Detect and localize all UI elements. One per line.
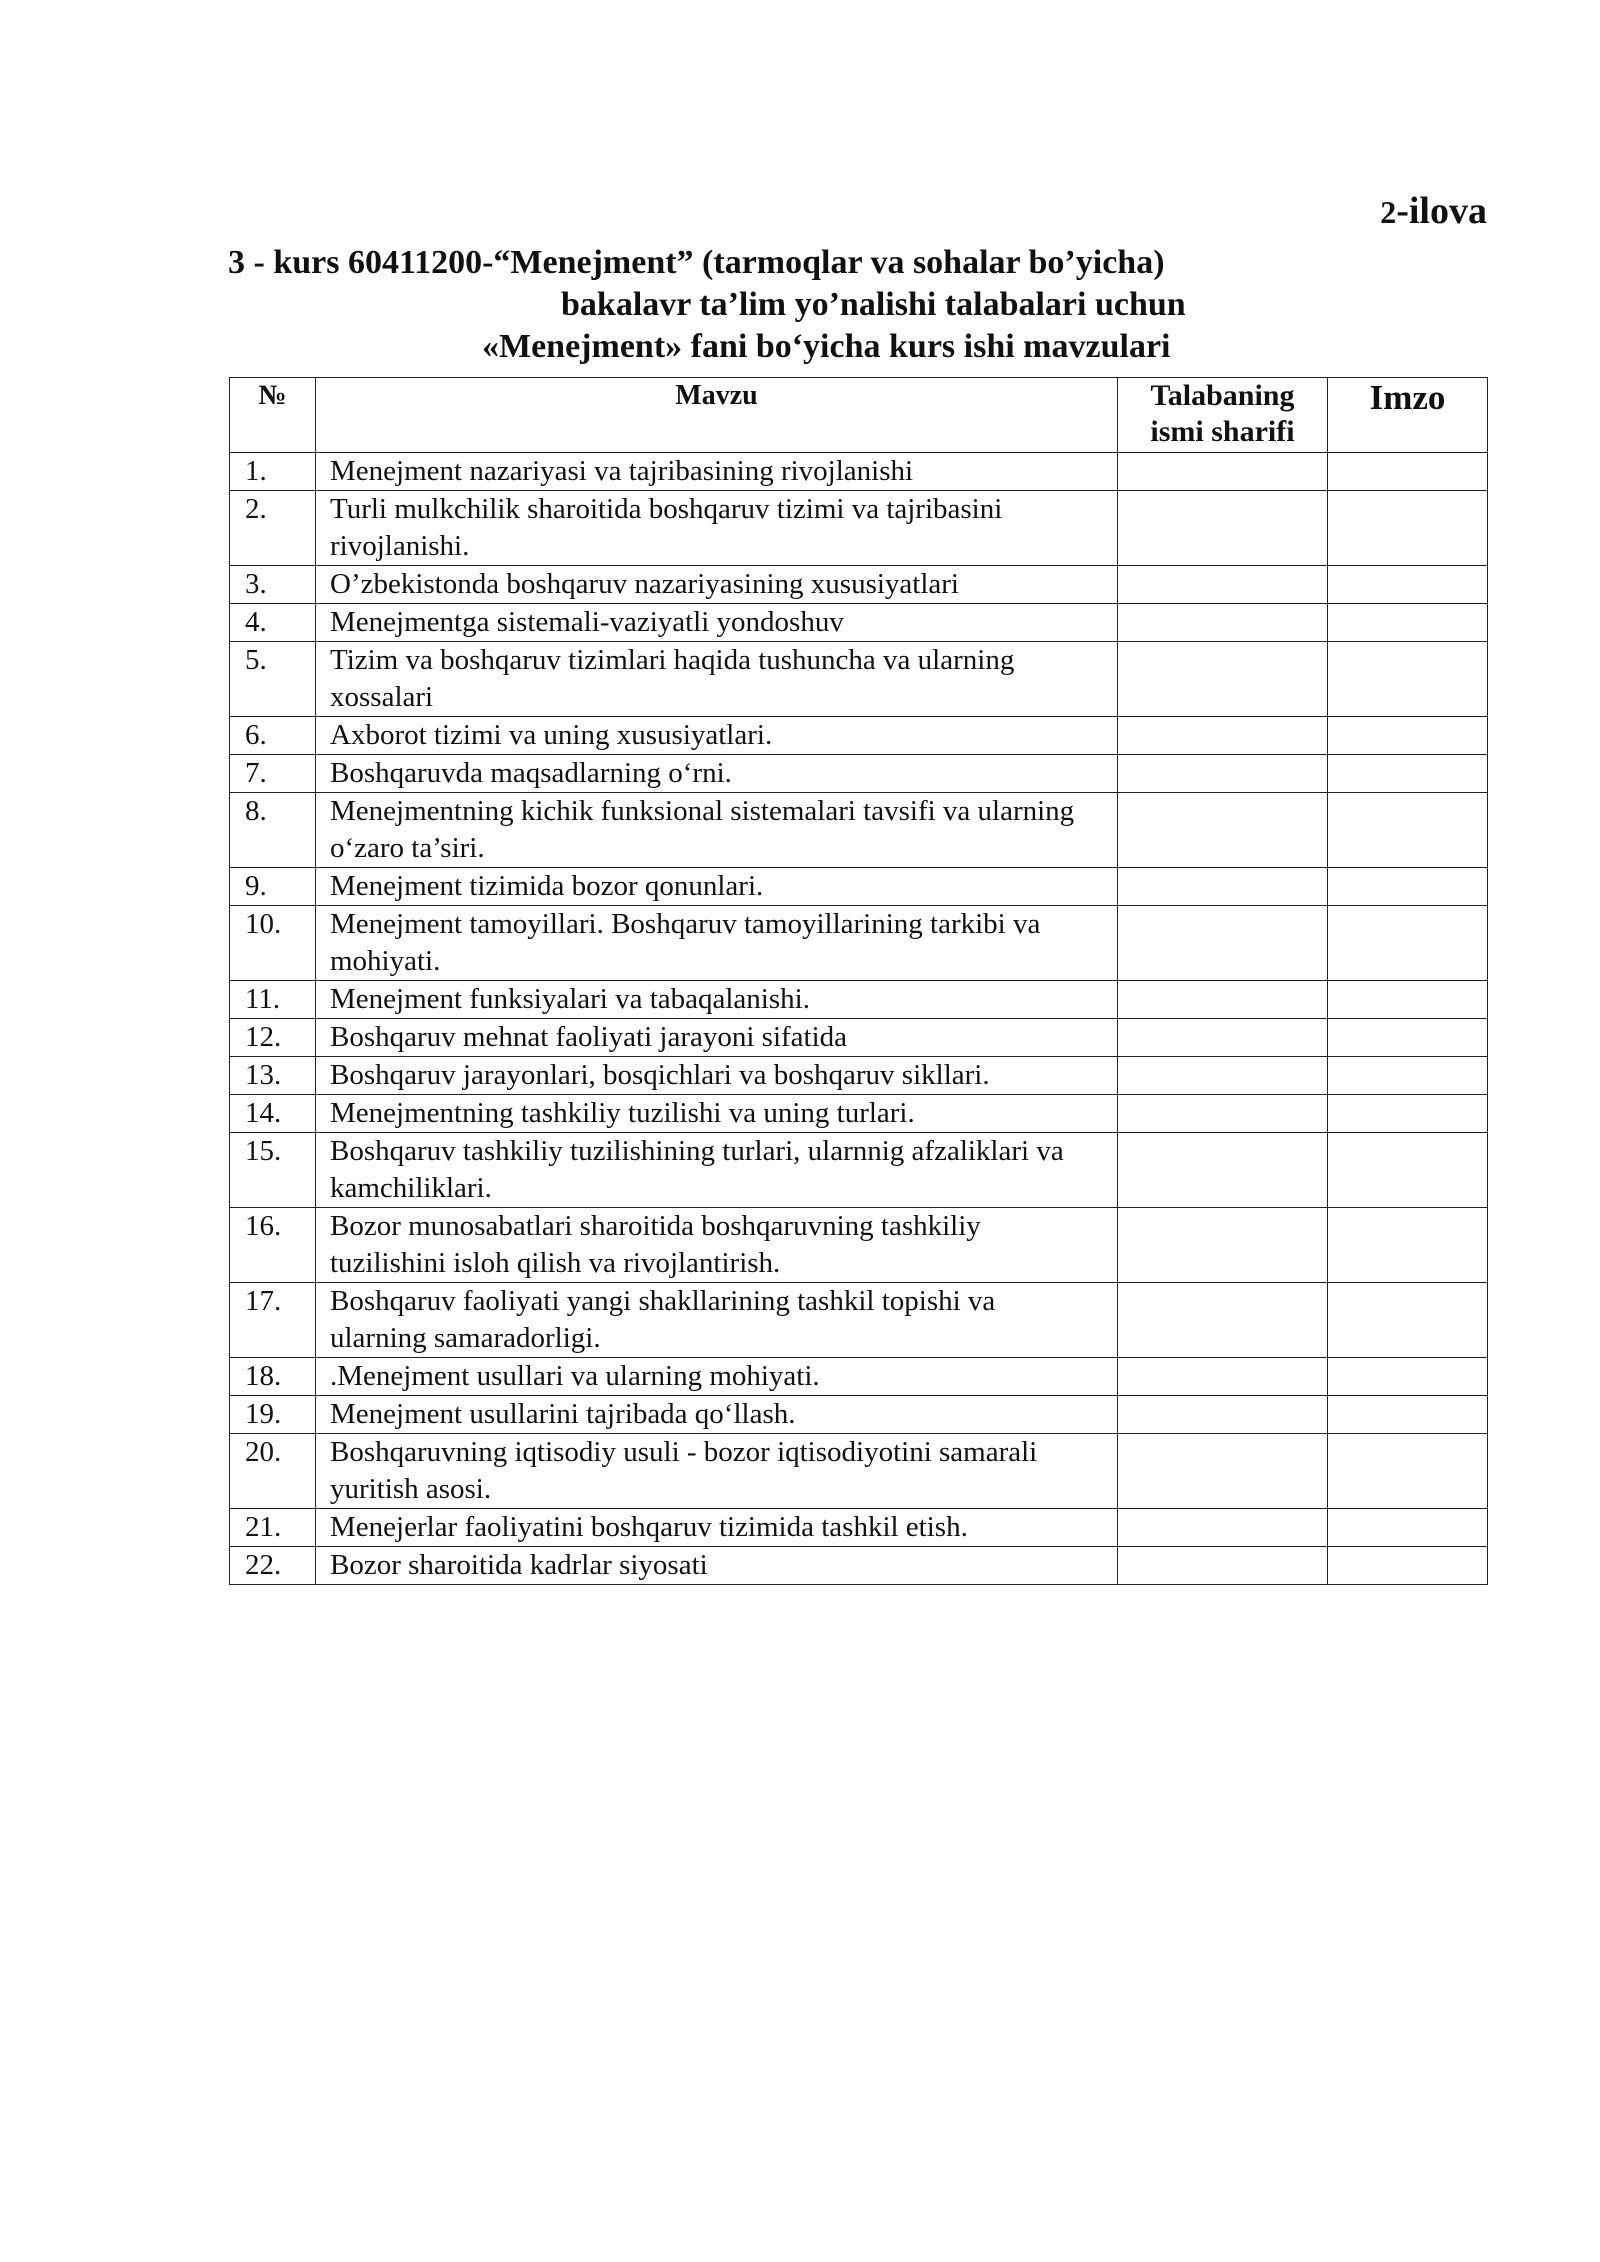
row-topic: Menejerlar faoliyatini boshqaruv tizimida tashkil etish.	[316, 1509, 1118, 1547]
document-heading	[228, 242, 1258, 368]
table-row	[230, 1509, 1488, 1547]
row-signature-cell	[1328, 642, 1488, 717]
row-student-name-cell	[1118, 1509, 1328, 1547]
row-topic: Bozor sharoitida kadrlar siyosati	[316, 1547, 1118, 1585]
row-topic: Boshqaruv tashkiliy tuzilishining turlari, ularnnig afzaliklari va kamchiliklari.	[316, 1133, 1118, 1208]
row-topic: Menejment tamoyillari. Boshqaruv tamoyillarining tarkibi va mohiyati.	[316, 906, 1118, 981]
row-student-name-cell	[1118, 981, 1328, 1019]
row-number: 15.	[230, 1133, 316, 1208]
row-number: 5.	[230, 642, 316, 717]
row-signature-cell	[1328, 566, 1488, 604]
table-row	[230, 1283, 1488, 1358]
table-row	[230, 642, 1488, 717]
row-student-name-cell	[1118, 1547, 1328, 1585]
row-topic: Menejment nazariyasi va tajribasining rivojlanishi	[316, 453, 1118, 491]
row-student-name-cell	[1118, 1396, 1328, 1434]
row-topic: O’zbekistonda boshqaruv nazariyasining xususiyatlari	[316, 566, 1118, 604]
table-row	[230, 868, 1488, 906]
row-signature-cell	[1328, 1509, 1488, 1547]
row-signature-cell	[1328, 906, 1488, 981]
row-number: 2.	[230, 491, 316, 566]
row-signature-cell	[1328, 755, 1488, 793]
table-header-row	[230, 378, 1488, 453]
row-number: 11.	[230, 981, 316, 1019]
row-signature-cell	[1328, 717, 1488, 755]
table-row	[230, 566, 1488, 604]
heading-line-2: bakalavr ta’lim yo’nalishi talabalari uchun	[561, 286, 1186, 323]
row-topic: Menejmentning tashkiliy tuzilishi va uning turlari.	[316, 1095, 1118, 1133]
heading-line-3: «Menejment» fani bo‘yicha kurs ishi mavzulari	[482, 328, 1171, 365]
row-student-name-cell	[1118, 1358, 1328, 1396]
row-student-name-cell	[1118, 1208, 1328, 1283]
row-student-name-cell	[1118, 1095, 1328, 1133]
row-topic: Boshqaruv mehnat faoliyati jarayoni sifatida	[316, 1019, 1118, 1057]
header-topic: Mavzu	[316, 378, 1118, 453]
row-number: 14.	[230, 1095, 316, 1133]
table-row	[230, 1019, 1488, 1057]
row-student-name-cell	[1118, 604, 1328, 642]
row-signature-cell	[1328, 1019, 1488, 1057]
row-topic: Menejment usullarini tajribada qo‘llash.	[316, 1396, 1118, 1434]
row-student-name-cell	[1118, 906, 1328, 981]
row-number: 17.	[230, 1283, 316, 1358]
row-number: 8.	[230, 793, 316, 868]
row-number: 10.	[230, 906, 316, 981]
row-signature-cell	[1328, 793, 1488, 868]
row-student-name-cell	[1118, 1283, 1328, 1358]
table-row	[230, 1547, 1488, 1585]
row-topic: Boshqaruv faoliyati yangi shakllarining tashkil topishi va ularning samaradorligi.	[316, 1283, 1118, 1358]
table-row	[230, 1396, 1488, 1434]
annex-suffix: -ilova	[1396, 190, 1487, 232]
row-student-name-cell	[1118, 1057, 1328, 1095]
row-topic: .Menejment usullari va ularning mohiyati.	[316, 1358, 1118, 1396]
row-signature-cell	[1328, 1057, 1488, 1095]
header-signature: Imzo	[1328, 378, 1488, 453]
row-number: 4.	[230, 604, 316, 642]
row-student-name-cell	[1118, 566, 1328, 604]
row-signature-cell	[1328, 1283, 1488, 1358]
header-student-name: Talabaning ismi sharifi	[1118, 378, 1328, 453]
table-body	[230, 453, 1488, 1585]
row-number: 22.	[230, 1547, 316, 1585]
row-topic: Menejmentga sistemali-vaziyatli yondoshuv	[316, 604, 1118, 642]
row-signature-cell	[1328, 981, 1488, 1019]
row-signature-cell	[1328, 604, 1488, 642]
row-student-name-cell	[1118, 1019, 1328, 1057]
row-number: 1.	[230, 453, 316, 491]
row-student-name-cell	[1118, 717, 1328, 755]
table-row	[230, 981, 1488, 1019]
row-number: 20.	[230, 1434, 316, 1509]
row-student-name-cell	[1118, 868, 1328, 906]
row-topic: Axborot tizimi va uning xususiyatlari.	[316, 717, 1118, 755]
row-number: 18.	[230, 1358, 316, 1396]
table-row	[230, 1434, 1488, 1509]
table-row	[230, 1208, 1488, 1283]
row-number: 6.	[230, 717, 316, 755]
table-row	[230, 793, 1488, 868]
row-signature-cell	[1328, 1095, 1488, 1133]
row-student-name-cell	[1118, 491, 1328, 566]
row-signature-cell	[1328, 453, 1488, 491]
row-topic: Boshqaruvning iqtisodiy usuli - bozor iqtisodiyotini samarali yuritish asosi.	[316, 1434, 1118, 1509]
row-topic: Tizim va boshqaruv tizimlari haqida tushuncha va ularning xossalari	[316, 642, 1118, 717]
row-topic: Boshqaruv jarayonlari, bosqichlari va boshqaruv sikllari.	[316, 1057, 1118, 1095]
row-student-name-cell	[1118, 1434, 1328, 1509]
row-signature-cell	[1328, 1358, 1488, 1396]
annex-label	[1380, 192, 1487, 230]
table-row	[230, 1057, 1488, 1095]
table-row	[230, 453, 1488, 491]
row-number: 3.	[230, 566, 316, 604]
row-number: 9.	[230, 868, 316, 906]
table-row	[230, 491, 1488, 566]
row-number: 12.	[230, 1019, 316, 1057]
annex-number: 2	[1380, 194, 1397, 230]
row-number: 19.	[230, 1396, 316, 1434]
row-topic: Menejment tizimida bozor qonunlari.	[316, 868, 1118, 906]
header-number: №	[230, 378, 316, 453]
row-number: 13.	[230, 1057, 316, 1095]
row-student-name-cell	[1118, 453, 1328, 491]
row-topic: Menejmentning kichik funksional sistemalari tavsifi va ularning o‘zaro ta’siri.	[316, 793, 1118, 868]
row-topic: Bozor munosabatlari sharoitida boshqaruvning tashkiliy tuzilishini isloh qilish va rivojlantirish.	[316, 1208, 1118, 1283]
table-row	[230, 1358, 1488, 1396]
course-topics-table	[229, 377, 1488, 1585]
table-row	[230, 1133, 1488, 1208]
row-topic: Turli mulkchilik sharoitida boshqaruv tizimi va tajribasini rivojlanishi.	[316, 491, 1118, 566]
row-signature-cell	[1328, 1434, 1488, 1509]
row-topic: Menejment funksiyalari va tabaqalanishi.	[316, 981, 1118, 1019]
table-row	[230, 604, 1488, 642]
row-signature-cell	[1328, 491, 1488, 566]
row-number: 16.	[230, 1208, 316, 1283]
heading-line-1: 3 - kurs 60411200-“Menejment” (tarmoqlar va sohalar bo’yicha)	[228, 244, 1165, 281]
row-student-name-cell	[1118, 642, 1328, 717]
table-row	[230, 755, 1488, 793]
row-student-name-cell	[1118, 793, 1328, 868]
row-student-name-cell	[1118, 755, 1328, 793]
table-row	[230, 906, 1488, 981]
row-signature-cell	[1328, 868, 1488, 906]
row-signature-cell	[1328, 1208, 1488, 1283]
row-number: 7.	[230, 755, 316, 793]
row-number: 21.	[230, 1509, 316, 1547]
row-topic: Boshqaruvda maqsadlarning o‘rni.	[316, 755, 1118, 793]
row-signature-cell	[1328, 1133, 1488, 1208]
row-signature-cell	[1328, 1547, 1488, 1585]
row-signature-cell	[1328, 1396, 1488, 1434]
table-row	[230, 1095, 1488, 1133]
row-student-name-cell	[1118, 1133, 1328, 1208]
table-row	[230, 717, 1488, 755]
